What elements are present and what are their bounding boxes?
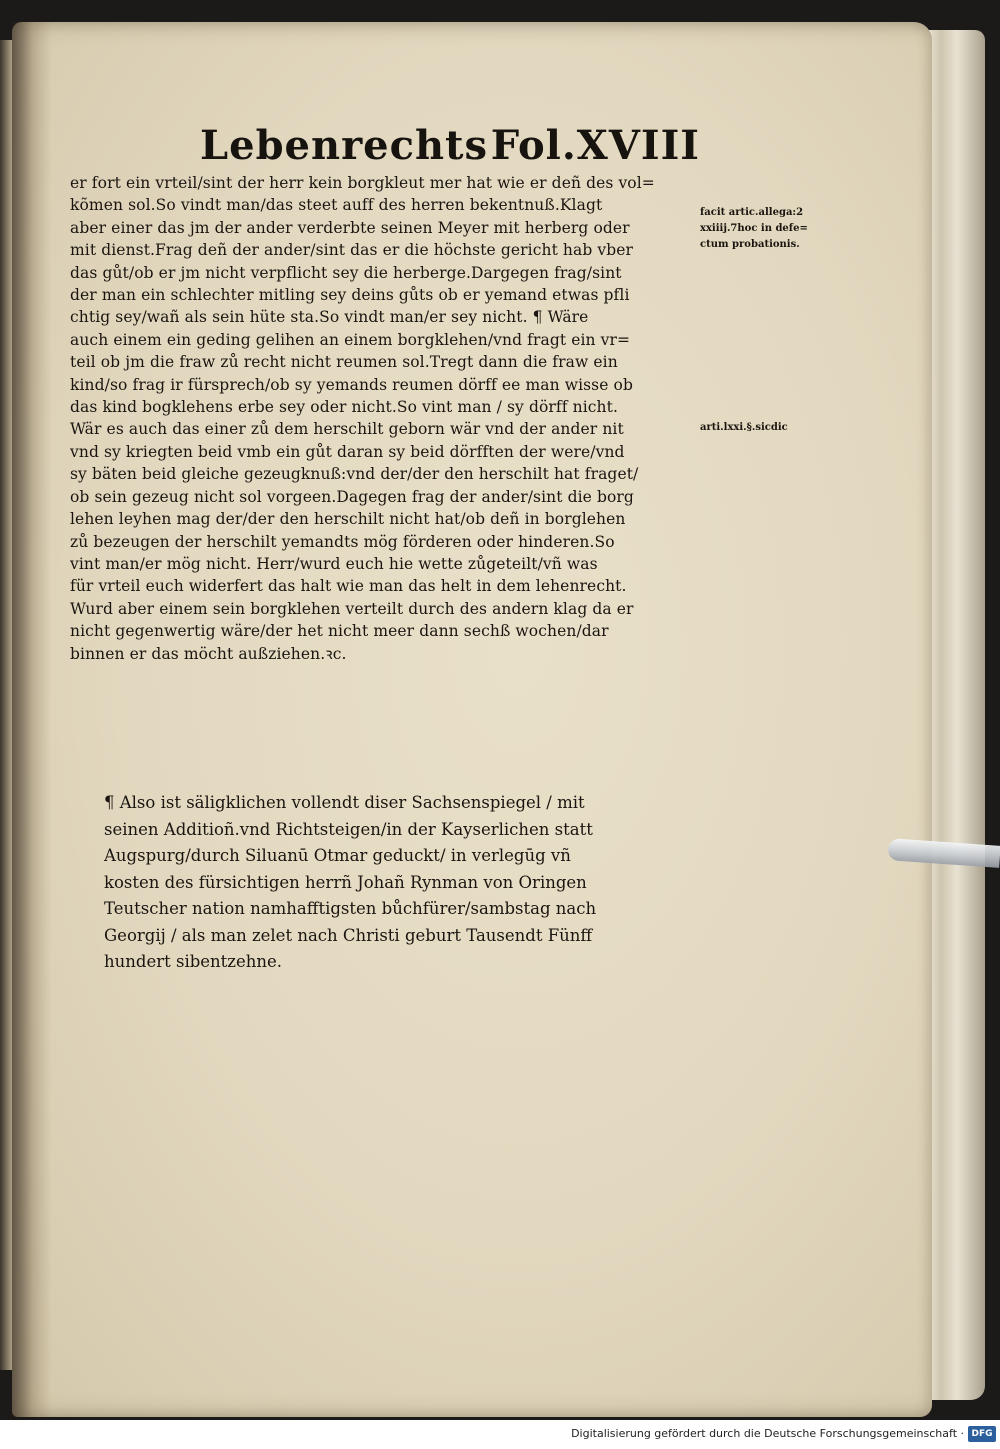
colophon-line: hundert sibentzehne. xyxy=(104,952,283,971)
text-line: das kind bogklehens erbe sey oder nicht.So vint man / sy dörff nicht. xyxy=(70,398,618,417)
colophon-line: Augspurg/durch Siluanū Otmar geduckt/ in verlegūg vñ xyxy=(104,846,571,865)
text-line: nicht gegenwertig wäre/der het nicht meer dann sechß wochen/dar xyxy=(70,622,609,641)
text-line: der man ein schlechter mitling sey deins gůts ob er yemand etwas pfli xyxy=(70,286,630,305)
running-head xyxy=(200,122,700,170)
colophon xyxy=(104,790,649,976)
text-line: zů bezeugen der herschilt yemandts mög förderen oder hinderen.So xyxy=(70,532,615,551)
dfg-logo-icon: DFG xyxy=(968,1426,996,1442)
text-line: mit dienst.Frag deñ der ander/sint das er die höchste gericht hab vber xyxy=(70,241,634,260)
text-line: für vrteil euch widerfert das halt wie man das helt in dem lehenrecht. xyxy=(70,577,627,596)
main-text-block xyxy=(70,172,690,665)
page-gutter-shadow xyxy=(12,22,52,1417)
colophon-line: kosten des fürsichtigen herrñ Johañ Rynman von Oringen xyxy=(104,872,587,892)
margin-note-line: xxiiij.7hoc in defe= xyxy=(700,223,808,234)
text-line: kõmen sol.So vindt man/das steet auff des herren bekentnuß.Klagt xyxy=(70,196,603,215)
text-line: kind/so frag ir fürsprech/ob sy yemands reumen dörff ee man wisse ob xyxy=(70,375,633,394)
colophon-line: seinen Additioñ.vnd Richtsteigen/in der Kayserlichen statt xyxy=(104,819,593,839)
text-line: chtig sey/wañ als sein hüte sta.So vindt man/er sey nicht. ¶ Wäre xyxy=(70,308,589,327)
text-line: vnd sy kriegten beid vmb ein gůt daran sy beid dörfften der were/vnd xyxy=(70,442,625,461)
text-line: auch einem ein geding gelihen an einem borgklehen/vnd fragt ein vr= xyxy=(70,330,631,349)
funding-credit: Digitalisierung gefördert durch die Deutsche Forschungsgemeinschaft · xyxy=(571,1427,964,1440)
text-line: Wär es auch das einer zů dem herschilt geborn wär vnd der ander nit xyxy=(70,420,624,439)
text-line: aber einer das jm der ander verderbte seinen Meyer mit herberg oder xyxy=(70,218,630,237)
margin-note-1 xyxy=(700,205,820,253)
text-line: binnen er das möcht außziehen.ꝛc. xyxy=(70,644,347,663)
running-title: Lebenrechts xyxy=(200,122,489,169)
text-line: Wurd aber einem sein borgklehen verteilt durch des andern klag da er xyxy=(70,599,634,618)
text-line: das gůt/ob er jm nicht verpflicht sey die herberge.Dargegen frag/sint xyxy=(70,263,622,282)
margin-note-line: ctum probationis. xyxy=(700,239,800,250)
text-line: teil ob jm die fraw zů recht nicht reumen sol.Tregt dann die fraw ein xyxy=(70,353,618,372)
folio-number: Fol.XVIII xyxy=(490,122,700,169)
text-line: ob sein gezeug nicht sol vorgeen.Dagegen frag der ander/sint die borg xyxy=(70,487,634,506)
text-line: sy bäten beid gleiche gezeugknuß:vnd der/der den herschilt hat fraget/ xyxy=(70,465,639,484)
text-line: lehen leyhen mag der/der den herschilt nicht hat/ob deñ in borglehen xyxy=(70,510,626,529)
footer-bar xyxy=(0,1420,1000,1449)
colophon-line: Teutscher nation namhafftigsten bůchfürer/sambstag nach xyxy=(104,899,597,918)
colophon-line: Georgij / als man zelet nach Christi geburt Tausendt Fünff xyxy=(104,925,593,945)
margin-note-2 xyxy=(700,420,820,436)
text-line: vint man/er mög nicht. Herr/wurd euch hie wette zůgeteilt/vñ was xyxy=(70,554,598,573)
margin-note-line: facit artic.allega:2 xyxy=(700,207,804,218)
margin-note-line: arti.lxxi.§.sicdic xyxy=(700,422,788,433)
text-line: er fort ein vrteil/sint der herr kein borgkleut mer hat wie er deñ des vol= xyxy=(70,174,655,192)
colophon-line: ¶ Also ist säligklichen vollendt diser Sachsenspiegel / mit xyxy=(104,793,585,812)
